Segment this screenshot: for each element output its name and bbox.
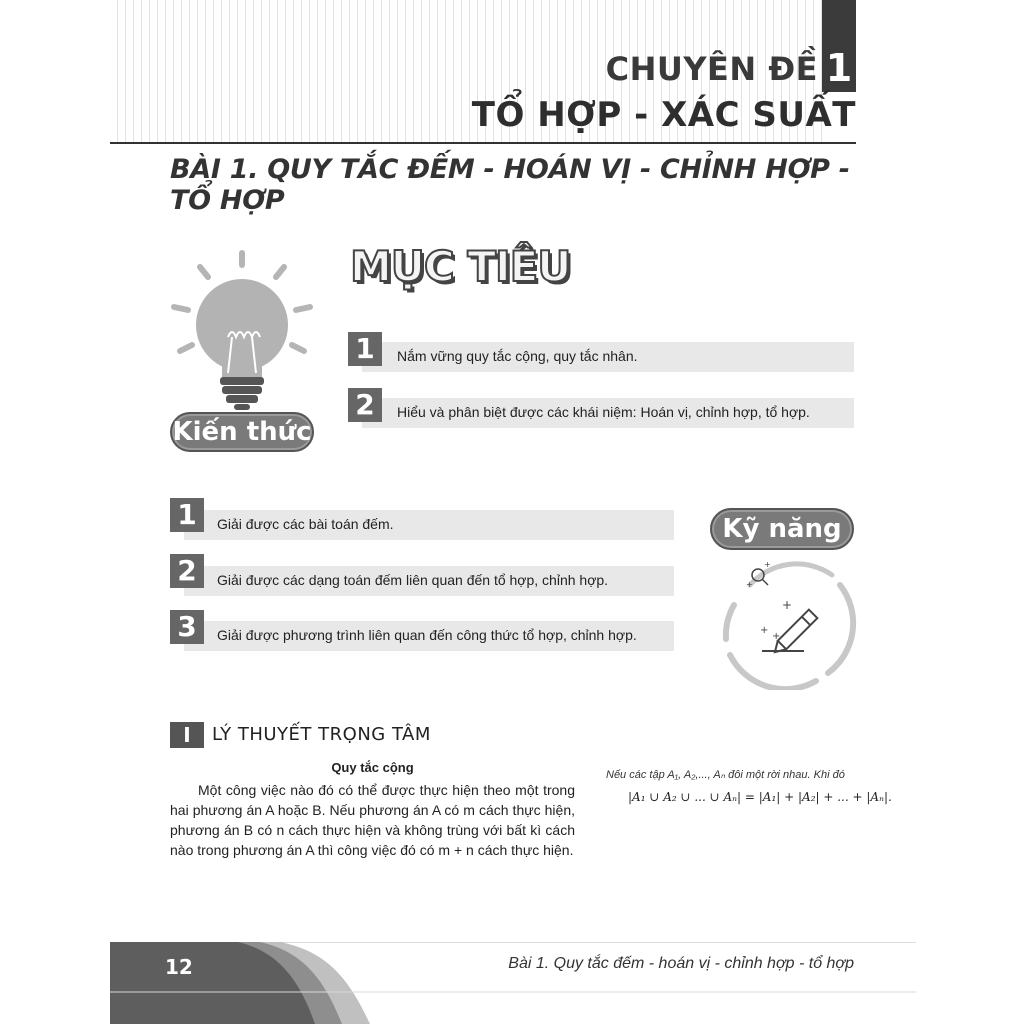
svg-text:+: +	[782, 598, 793, 612]
skill-item-number: 2	[170, 554, 204, 588]
knowledge-item-text: Hiểu và phân biệt được các khái niệm: Hoán vị, chỉnh hợp, tổ hợp.	[397, 404, 810, 420]
objectives-heading: MỤC TIÊU	[350, 242, 571, 291]
lesson-title: BÀI 1. QUY TẮC ĐẾM - HOÁN VỊ - CHỈNH HỢP - TỔ HỢP	[170, 154, 850, 216]
rule-title: Quy tắc cộng	[331, 760, 414, 775]
svg-text:+: +	[760, 625, 769, 636]
lightbulb-icon	[160, 245, 320, 420]
section-number: I	[170, 722, 204, 748]
knowledge-item-number: 1	[348, 332, 382, 366]
pencil-icon	[720, 555, 860, 690]
section-title: LÝ THUYẾT TRỌNG TÂM	[212, 724, 431, 745]
header-rule	[110, 142, 856, 144]
knowledge-item-text: Nắm vững quy tắc cộng, quy tắc nhân.	[397, 348, 638, 364]
chapter-number: 1	[825, 46, 853, 90]
chapter-title: TỔ HỢP - XÁC SUẤT	[471, 95, 856, 135]
skill-item-text: Giải được các bài toán đếm.	[217, 516, 394, 532]
formula: |A₁ ∪ A₂ ∪ ... ∪ Aₙ| = |A₁| + |A₂| + ... + |Aₙ|.	[628, 790, 892, 804]
side-note: Nếu các tập A₁, A₂,..., Aₙ đôi một rời nhau. Khi đó	[606, 769, 845, 781]
svg-text:+: +	[746, 580, 753, 589]
skill-item-text: Giải được các dạng toán đếm liên quan đến tổ hợp, chỉnh hợp.	[217, 572, 609, 588]
rule-body: Một công việc nào đó có thể được thực hiện theo một trong hai phương án A hoặc B. Nếu phương án A có m cách thực hiện, phương án B có n cách thực hiện và không trùng với bất kì cách nào trong phương án A thì công việc đó có m + n cách thực hiện.	[170, 782, 575, 858]
chapter-label: CHUYÊN ĐỀ	[605, 50, 818, 88]
running-head: Bài 1. Quy tắc đếm - hoán vị - chỉnh hợp - tổ hợp	[508, 955, 854, 972]
svg-text:+: +	[772, 631, 781, 642]
knowledge-label: Kiến thức	[170, 412, 314, 452]
svg-text:+: +	[764, 560, 771, 569]
skill-item-number: 1	[170, 498, 204, 532]
skills-label: Kỹ năng	[710, 508, 854, 550]
skill-item-text: Giải được phương trình liên quan đến công thức tổ hợp, chỉnh hợp.	[217, 627, 637, 643]
page-number: 12	[165, 955, 193, 979]
skill-item-number: 3	[170, 610, 204, 644]
knowledge-item-number: 2	[348, 388, 382, 422]
